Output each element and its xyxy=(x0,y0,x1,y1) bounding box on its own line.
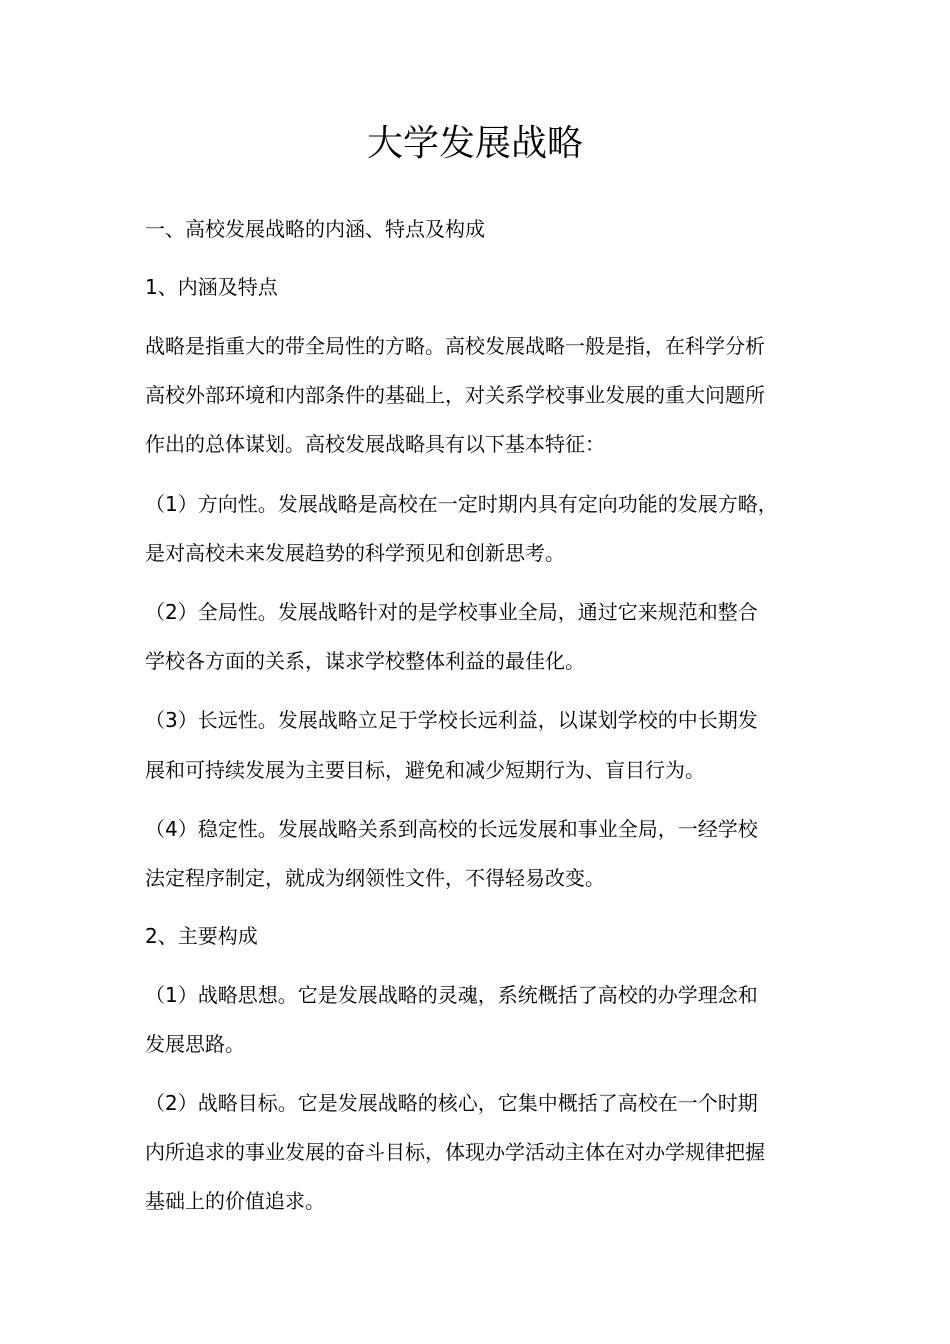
feature-item-line: 法定程序制定，就成为纲领性文件，不得轻易改变。 xyxy=(145,866,605,890)
section-heading-1: 一、高校发展战略的内涵、特点及构成 xyxy=(145,217,485,241)
feature-item-line: （4）稳定性。发展战略关系到高校的长远发展和事业全局，一经学校 xyxy=(145,817,758,841)
paragraph-line: 作出的总体谋划。高校发展战略具有以下基本特征： xyxy=(145,432,605,456)
component-item-line: （1）战略思想。它是发展战略的灵魂，系统概括了高校的办学理念和 xyxy=(145,983,758,1007)
subsection-heading-1-2: 2、主要构成 xyxy=(145,924,258,948)
paragraph-line: 高校外部环境和内部条件的基础上，对关系学校事业发展的重大问题所 xyxy=(145,383,765,407)
page-title: 大学发展战略 xyxy=(366,123,583,164)
feature-item-line: 学校各方面的关系，谋求学校整体利益的最佳化。 xyxy=(145,649,585,673)
feature-item-line: （2）全局性。发展战略针对的是学校事业全局，通过它来规范和整合 xyxy=(145,600,758,624)
component-item-line: 内所追求的事业发展的奋斗目标，体现办学活动主体在对办学规律把握 xyxy=(145,1140,765,1164)
component-item-line: （2）战略目标。它是发展战略的核心，它集中概括了高校在一个时期 xyxy=(145,1091,758,1115)
feature-item-line: 展和可持续发展为主要目标，避免和减少短期行为、盲目行为。 xyxy=(145,758,705,782)
feature-item-line: （1）方向性。发展战略是高校在一定时期内具有定向功能的发展方略， xyxy=(145,492,778,516)
paragraph-line: 战略是指重大的带全局性的方略。高校发展战略一般是指，在科学分析 xyxy=(145,334,765,358)
component-item-line: 基础上的价值追求。 xyxy=(145,1189,325,1213)
component-item-line: 发展思路。 xyxy=(145,1032,245,1056)
subsection-heading-1-1: 1、内涵及特点 xyxy=(145,275,278,299)
feature-item-line: （3）长远性。发展战略立足于学校长远利益，以谋划学校的中长期发 xyxy=(145,708,758,732)
feature-item-line: 是对高校未来发展趋势的科学预见和创新思考。 xyxy=(145,541,565,565)
